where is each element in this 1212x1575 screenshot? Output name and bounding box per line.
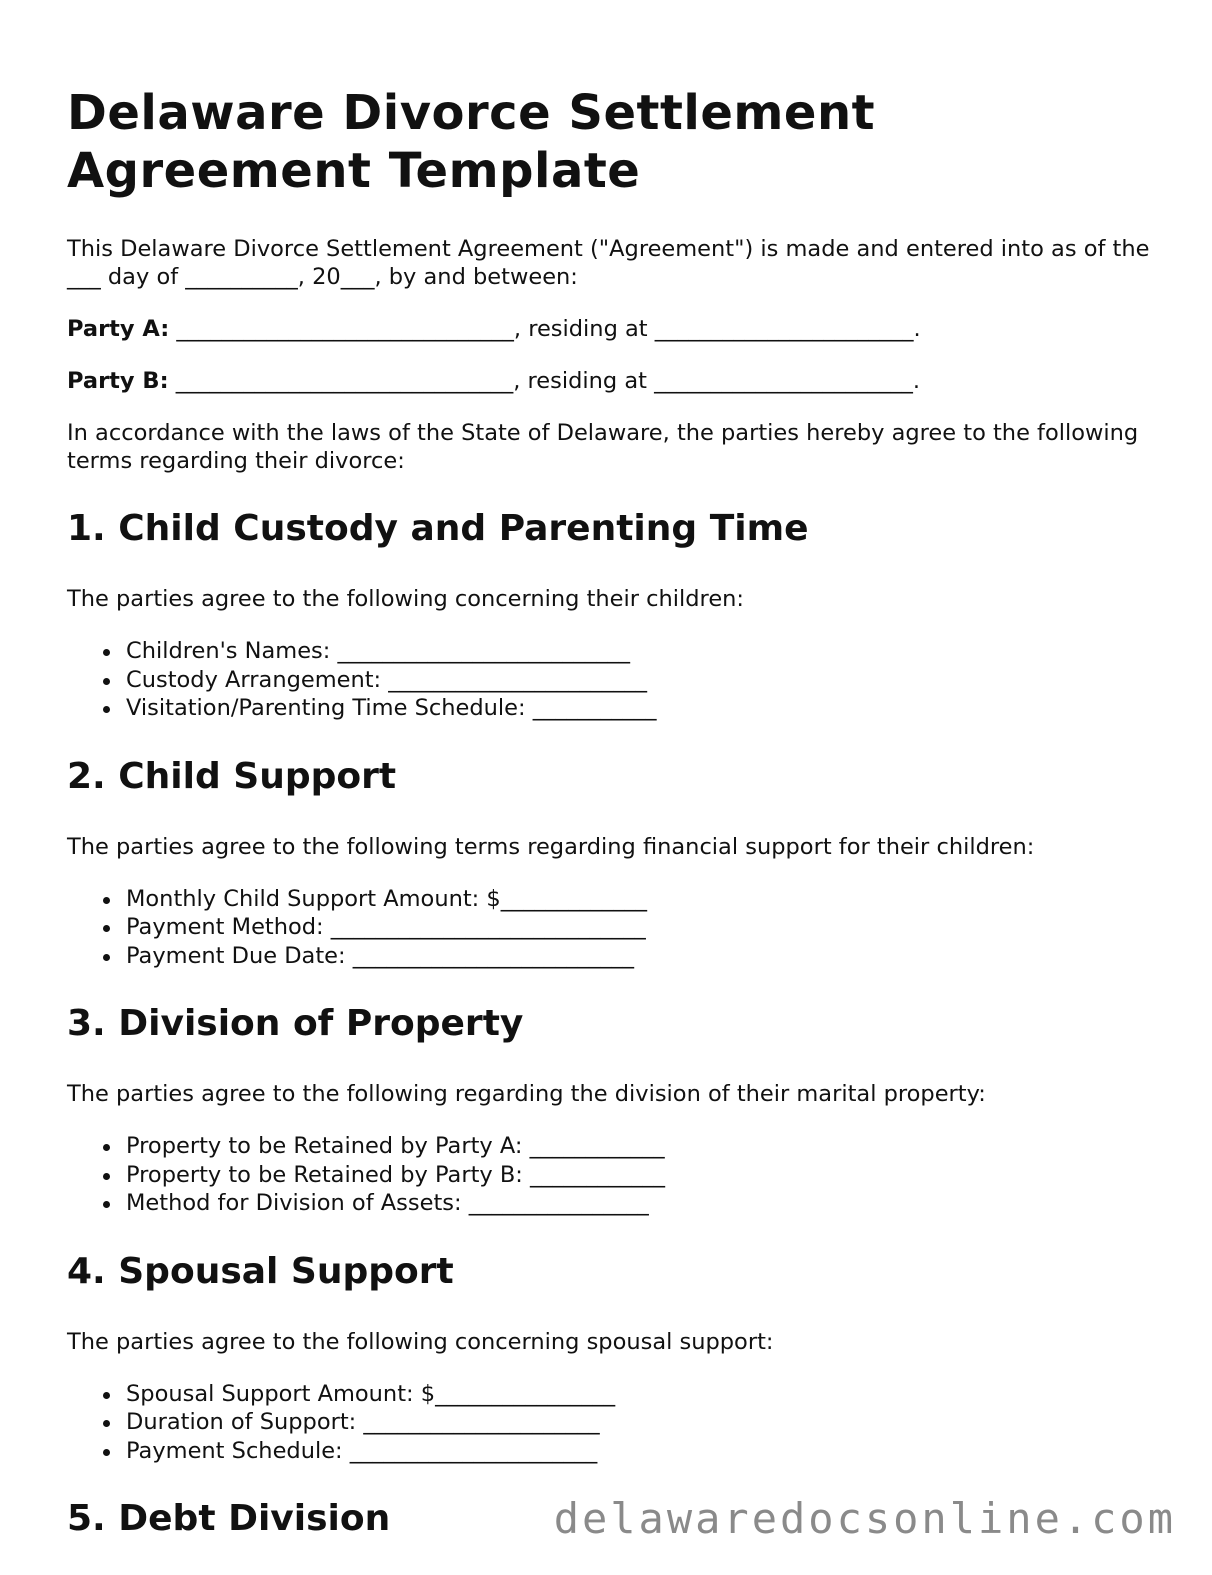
section-intro: The parties agree to the following terms regarding financial support for their children: xyxy=(67,833,1035,860)
section-heading: 4. Spousal Support xyxy=(67,1250,454,1292)
section-list xyxy=(67,637,1157,723)
watermark-text: delawaredocsonline.com xyxy=(553,1494,1176,1543)
party-a-label: Party A: xyxy=(67,316,170,342)
list-item: Property to be Retained by Party B: ____________ xyxy=(126,1161,1157,1190)
party-b-blank: ______________________________, residing at _______________________. xyxy=(168,368,920,394)
list-item: Visitation/Parenting Time Schedule: ___________ xyxy=(126,694,1157,723)
document-page xyxy=(67,84,1157,1575)
section-heading: 3. Division of Property xyxy=(67,1003,524,1044)
accordance-paragraph: In accordance with the laws of the State of Delaware, the parties hereby agree to the following terms regarding their divorce: xyxy=(67,420,1139,474)
section-intro: The parties agree to the following concerning spousal support: xyxy=(67,1328,774,1355)
list-item: Property to be Retained by Party A: ____________ xyxy=(126,1132,1157,1161)
list-item: Custody Arrangement: _______________________ xyxy=(126,666,1157,695)
list-item: Children's Names: __________________________ xyxy=(126,637,1157,666)
section-list xyxy=(67,1132,1157,1218)
party-a-line xyxy=(67,315,1157,343)
party-b-label: Party B: xyxy=(67,368,169,394)
section-intro: The parties agree to the following concerning their children: xyxy=(67,586,744,612)
list-item: Duration of Support: _____________________ xyxy=(126,1408,1157,1437)
party-b-line xyxy=(67,367,1157,395)
list-item: Payment Due Date: _________________________ xyxy=(126,942,1157,971)
section-list xyxy=(67,1380,1157,1466)
intro-paragraph: This Delaware Divorce Settlement Agreement ("Agreement") is made and entered into as of the ___ day of __________, 20___, by and between: xyxy=(67,236,1150,290)
party-a-blank: ______________________________, residing at _______________________. xyxy=(169,316,921,342)
list-item: Spousal Support Amount: $________________ xyxy=(126,1380,1157,1409)
section-heading: 1. Child Custody and Parenting Time xyxy=(67,508,809,549)
section-list xyxy=(67,885,1157,971)
list-item: Method for Division of Assets: ________________ xyxy=(126,1189,1157,1218)
list-item: Payment Schedule: ______________________ xyxy=(126,1437,1157,1466)
list-item: Payment Method: ____________________________ xyxy=(126,913,1157,942)
document-title: Delaware Divorce Settlement Agreement Template xyxy=(67,85,876,199)
section-intro: The parties agree to the following regarding the division of their marital property: xyxy=(67,1081,986,1107)
section-heading: 2. Child Support xyxy=(67,755,397,797)
section-heading: 5. Debt Division xyxy=(67,1498,391,1539)
list-item: Monthly Child Support Amount: $_____________ xyxy=(126,885,1157,914)
